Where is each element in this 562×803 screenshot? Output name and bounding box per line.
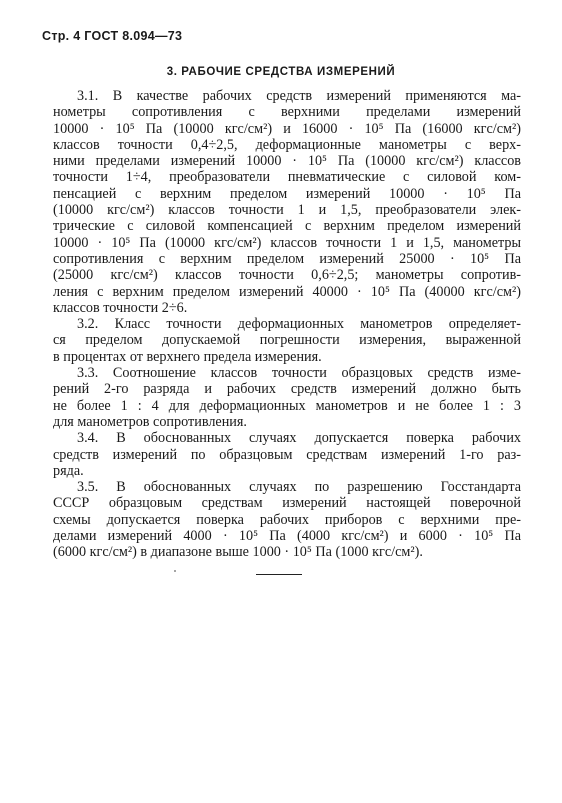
text-line: 3.3. Соотношение классов точности образцовых средств изме- [77, 365, 521, 382]
text-line: не более 1 : 4 для деформационных манометров и не более 1 : 3 [53, 397, 521, 414]
text-line: ся пределом допускаемой погрешности измерения, выраженной [53, 332, 521, 349]
text-line: схемы допускается поверка рабочих приборов с верхними пре- [53, 511, 521, 528]
text-line: классов точности 2÷6. [53, 299, 188, 316]
text-line: средств измерений по образцовым средствам измерений 1-го раз- [53, 446, 521, 463]
text-line: (10000 кгс/см²) классов точности 1 и 1,5, преобразователи элек- [53, 202, 521, 219]
text-line: пенсацией с верхним пределом измерений 10000 · 10⁵ Па [53, 185, 521, 202]
paragraph-3-3 [53, 365, 521, 430]
document-body [53, 88, 521, 561]
text-line: ряда. [53, 462, 84, 479]
scan-speck [174, 570, 176, 572]
text-line: СССР образцовым средствам измерений настоящей поверочной [53, 495, 521, 512]
text-line: ления с верхним пределом измерений 40000 · 10⁵ Па (40000 кгс/см²) [53, 283, 521, 300]
text-line: классов точности 0,4÷2,5, деформационные манометры с верх- [53, 136, 521, 153]
text-line: 3.4. В обоснованных случаях допускается поверка рабочих [77, 430, 521, 447]
page-header: Стр. 4 ГОСТ 8.094—73 [42, 29, 183, 43]
text-line: нометры сопротивления с верхними пределами измерений [53, 104, 521, 121]
text-line: в процентах от верхнего предела измерения. [53, 348, 322, 365]
text-line: (25000 кгс/см²) классов точности 0,6÷2,5; манометры сопротив- [53, 267, 521, 284]
paragraph-3-5 [53, 479, 521, 560]
text-line: 3.2. Класс точности деформационных манометров определяет- [77, 316, 521, 333]
section-heading: 3. РАБОЧИЕ СРЕДСТВА ИЗМЕРЕНИЙ [166, 66, 396, 78]
text-line: 3.1. В качестве рабочих средств измерений применяются ма- [77, 88, 521, 104]
end-rule [256, 574, 302, 575]
text-line: трические с силовой компенсацией с верхним пределом измерений [53, 218, 521, 235]
text-line: для манометров сопротивления. [53, 413, 247, 430]
paragraph-3-1 [53, 88, 521, 316]
text-line: 10000 · 10⁵ Па (10000 кгс/см²) и 16000 · 10⁵ Па (16000 кгс/см²) [53, 120, 521, 137]
text-line: точности 1÷4, преобразователи пневматические с силовой ком- [53, 169, 521, 186]
text-line: ними пределами измерений 10000 · 10⁵ Па (10000 кгс/см²) классов [53, 153, 521, 170]
text-line: 3.5. В обоснованных случаях по разрешению Госстандарта [77, 479, 521, 496]
paragraph-3-4 [53, 430, 521, 479]
paragraph-3-2 [53, 316, 521, 365]
text-line: сопротивления с верхним пределом измерений 25000 · 10⁵ Па [53, 250, 521, 267]
text-line: (6000 кгс/см²) в диапазоне выше 1000 · 10⁵ Па (1000 кгс/см²). [53, 544, 423, 561]
text-line: рений 2-го разряда и рабочих средств измерений должно быть [53, 381, 521, 398]
text-line: делами измерений 4000 · 10⁵ Па (4000 кгс/см²) и 6000 · 10⁵ Па [53, 528, 521, 545]
text-line: 10000 · 10⁵ Па (10000 кгс/см²) классов точности 1 и 1,5, манометры [53, 234, 521, 251]
